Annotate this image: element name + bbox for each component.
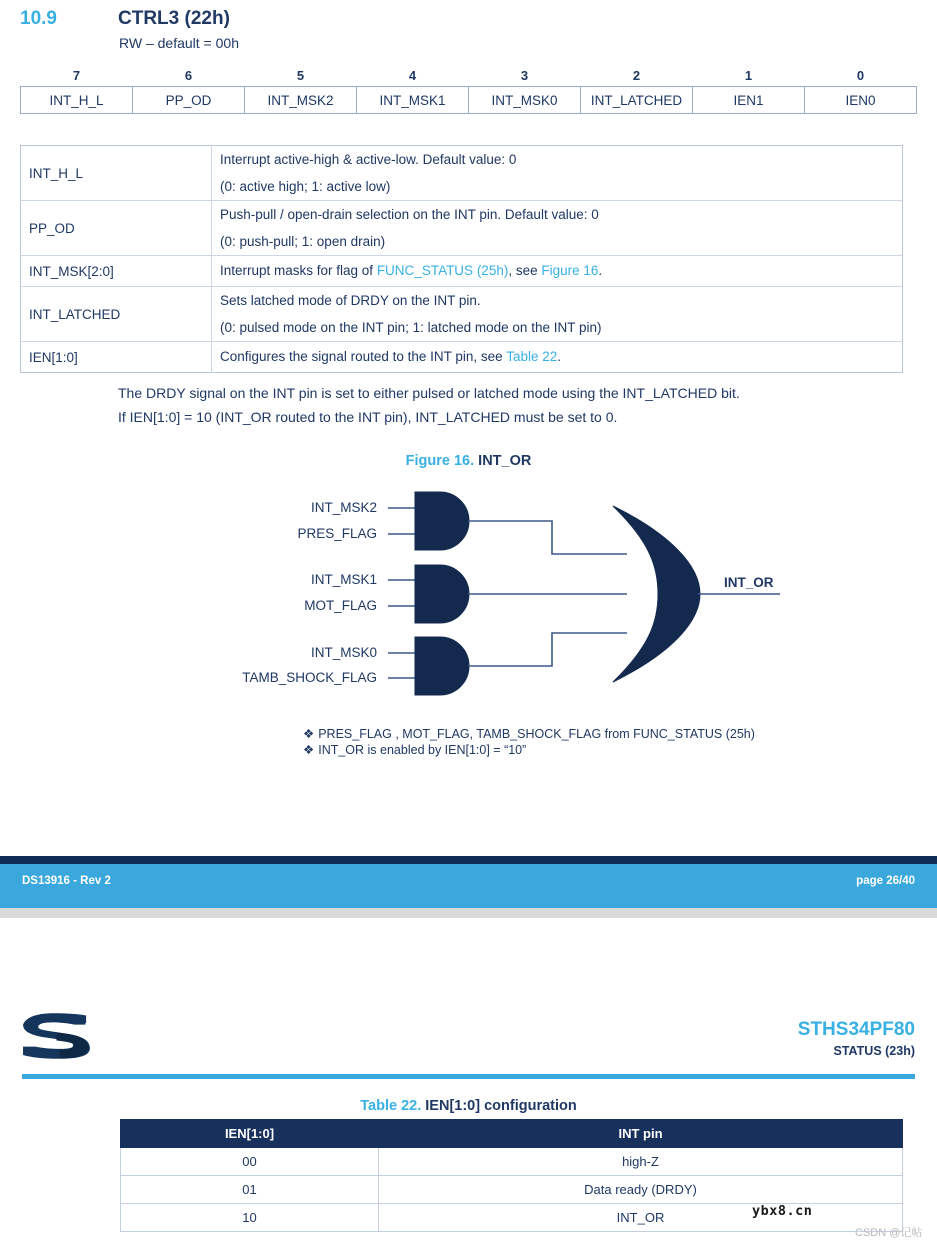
cell-ien-value: 10 (121, 1204, 379, 1232)
section-title: CTRL3 (22h) (118, 8, 230, 29)
section-subtitle: RW – default = 00h (119, 35, 239, 51)
column-header-ien: IEN[1:0] (121, 1120, 379, 1148)
note-text: INT_OR is enabled by IEN[1:0] = “10” (318, 743, 527, 757)
header-rule (22, 1074, 915, 1079)
field-name: PP_OD (21, 201, 212, 256)
bit-name-cell: INT_LATCHED (581, 87, 693, 114)
body-paragraph (118, 381, 908, 429)
desc-line: Sets latched mode of DRDY on the INT pin. (220, 293, 481, 308)
note-text: PRES_FLAG , MOT_FLAG, TAMB_SHOCK_FLAG from FUNC_STATUS (25h) (318, 727, 755, 741)
or-output-label: INT_OR (724, 575, 774, 590)
and-gate-1-input-2-label: PRES_FLAG (297, 526, 377, 541)
bit-name-cell: INT_MSK0 (469, 87, 581, 114)
table-row (21, 287, 903, 342)
diamond-bullet-icon: ❖ (303, 727, 315, 741)
bit-number: 3 (520, 67, 529, 83)
cell-ien-value: 00 (121, 1148, 379, 1176)
field-name: INT_H_L (21, 146, 212, 201)
desc-line: Push-pull / open-drain selection on the INT pin. Default value: 0 (220, 207, 599, 222)
table-row (21, 256, 903, 287)
field-description (212, 201, 903, 256)
page-2-header (0, 1012, 937, 1090)
page-footer (0, 856, 937, 908)
desc-text: . (557, 349, 561, 364)
figure-caption-number: Figure 16. (405, 453, 475, 469)
field-description (212, 287, 903, 342)
footer-page-number: page 26/40 (856, 875, 915, 887)
desc-text: Interrupt masks for flag of (220, 263, 377, 278)
and-gate-3 (415, 637, 469, 695)
desc-line: Interrupt active-high & active-low. Default value: 0 (220, 152, 517, 167)
desc-line (220, 256, 902, 286)
field-name: INT_LATCHED (21, 287, 212, 342)
diamond-bullet-icon: ❖ (303, 743, 315, 757)
and-gate-1 (415, 492, 469, 550)
cell-ien-value: 01 (121, 1176, 379, 1204)
and-gate-2-input-1-label: INT_MSK1 (310, 572, 377, 587)
column-header-int-pin: INT pin (379, 1120, 903, 1148)
bit-name-cell: PP_OD (133, 87, 245, 114)
field-description (212, 146, 903, 201)
desc-line: (0: pulsed mode on the INT pin; 1: latched mode on the INT pin) (220, 320, 602, 335)
bit-name-cell: INT_MSK1 (357, 87, 469, 114)
cell-int-pin: INT_OR (379, 1204, 903, 1232)
and-gate-3-input-1-label: INT_MSK0 (310, 645, 377, 660)
page-gap-separator (0, 908, 937, 918)
bit-number-row (21, 64, 917, 87)
footer-top-strip (0, 856, 937, 864)
bit-number: 5 (296, 67, 305, 83)
header-register-name: STATUS (23h) (833, 1044, 915, 1058)
bit-number: 1 (744, 67, 753, 83)
table-row (21, 342, 903, 373)
bit-name-cell: INT_H_L (21, 87, 133, 114)
field-description-table (20, 145, 903, 373)
table-row (21, 146, 903, 201)
desc-text: , see (508, 263, 542, 278)
watermark-site: ybx8.cn (752, 1203, 813, 1219)
bit-name-cell: IEN0 (805, 87, 917, 114)
link-func-status[interactable]: FUNC_STATUS (25h) (376, 263, 509, 278)
field-name: IEN[1:0] (21, 342, 212, 373)
page-2 (0, 918, 937, 1242)
figure-notes (303, 726, 755, 758)
desc-line (220, 342, 902, 372)
bit-number: 2 (632, 67, 641, 83)
note-item (303, 742, 755, 758)
section-number: 10.9 (20, 8, 57, 29)
register-bit-table (20, 64, 917, 114)
and-gate-1-input-1-label: INT_MSK2 (310, 500, 377, 515)
note-item (303, 726, 755, 742)
input-wires (388, 508, 415, 678)
field-description (212, 342, 903, 373)
and-gate-2 (415, 565, 469, 623)
bit-name-row (21, 87, 917, 114)
table-header-row (121, 1120, 903, 1148)
desc-text: Configures the signal routed to the INT pin, see (220, 349, 507, 364)
bit-number: 6 (184, 67, 193, 83)
field-description (212, 256, 903, 287)
link-table-22[interactable]: Table 22 (506, 349, 558, 364)
table-row (121, 1176, 903, 1204)
cell-int-pin: Data ready (DRDY) (379, 1176, 903, 1204)
desc-line: (0: push-pull; 1: open drain) (220, 234, 386, 249)
cell-int-pin: high-Z (379, 1148, 903, 1176)
figure-16-int-or-diagram (0, 486, 937, 696)
desc-line: (0: active high; 1: active low) (220, 179, 391, 194)
section-heading (0, 8, 937, 56)
paragraph-line: The DRDY signal on the INT pin is set to either pulsed or latched mode using the INT_LATCHED bit. (118, 385, 740, 401)
and-gate-3-input-2-label: TAMB_SHOCK_FLAG (242, 670, 377, 685)
figure-caption (0, 453, 937, 469)
watermark-credit: CSDN @记帖 (855, 1227, 923, 1239)
field-name: INT_MSK[2:0] (21, 256, 212, 287)
table-caption (0, 1098, 937, 1114)
bit-number: 0 (856, 67, 865, 83)
figure-caption-title: INT_OR (478, 453, 532, 469)
st-logo-icon (20, 1012, 96, 1060)
and-gate-2-input-2-label: MOT_FLAG (304, 598, 377, 613)
bit-name-cell: INT_MSK2 (245, 87, 357, 114)
interconnect-wires (468, 521, 627, 666)
table-row (121, 1148, 903, 1176)
table-caption-number: Table 22. (360, 1098, 422, 1114)
table-row (21, 201, 903, 256)
bit-name-cell: IEN1 (693, 87, 805, 114)
paragraph-line: If IEN[1:0] = 10 (INT_OR routed to the INT pin), INT_LATCHED must be set to 0. (118, 409, 618, 425)
link-figure-16[interactable]: Figure 16 (541, 263, 599, 278)
part-number: STHS34PF80 (797, 1019, 915, 1040)
desc-text: . (598, 263, 603, 278)
bit-number: 7 (72, 67, 81, 83)
table-caption-title: IEN[1:0] configuration (425, 1098, 577, 1114)
logic-diagram-svg (0, 486, 937, 696)
bit-number: 4 (408, 67, 417, 83)
footer-doc-id: DS13916 - Rev 2 (22, 875, 111, 887)
